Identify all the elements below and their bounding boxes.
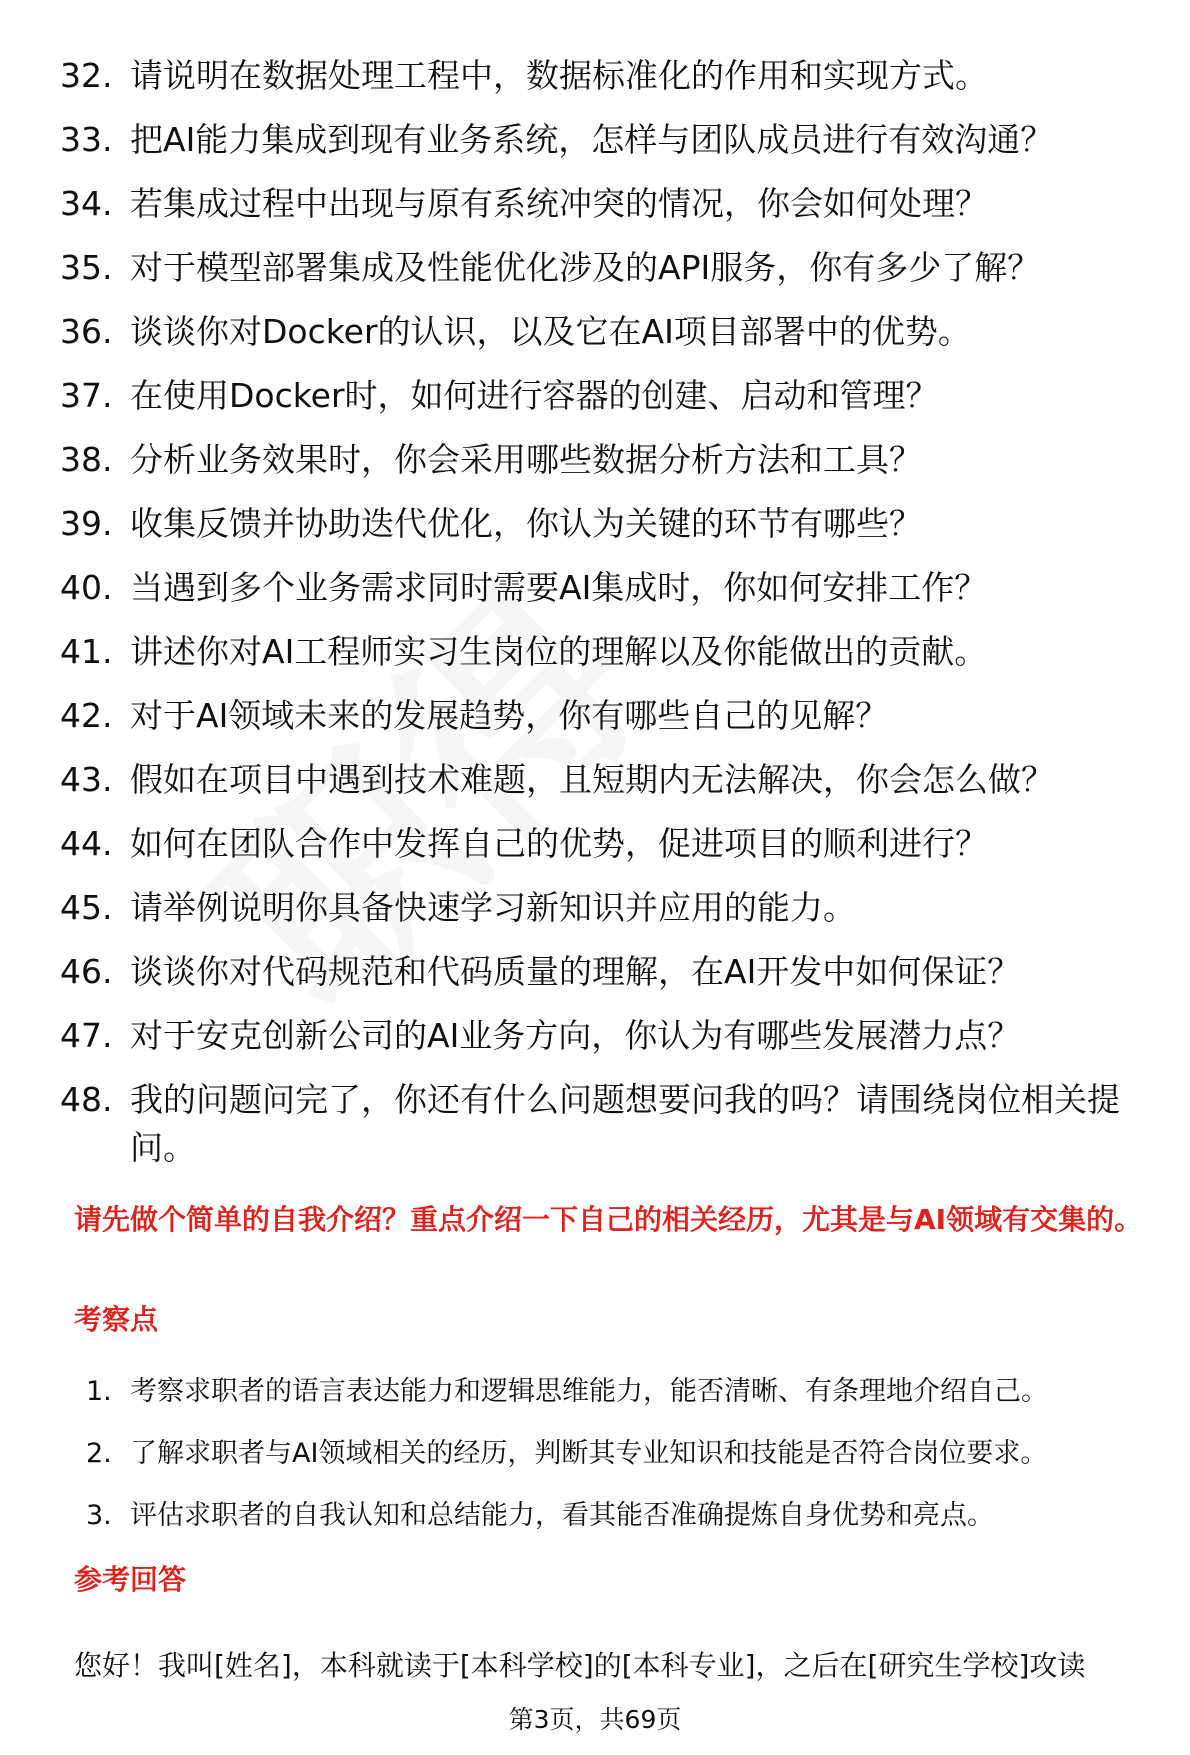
- question-text: 谈谈你对Docker的认识，以及它在AI项目部署中的优势。: [130, 312, 971, 351]
- question-number: 38.: [60, 440, 113, 479]
- check-point-number: 1.: [86, 1376, 112, 1407]
- list-item: [60, 52, 1150, 116]
- check-point-text: 了解求职者与AI领域相关的经历，判断其专业知识和技能是否符合岗位要求。: [130, 1438, 1048, 1469]
- list-item: [60, 564, 1150, 628]
- question-text: 对于AI领域未来的发展趋势，你有哪些自己的见解？: [130, 696, 889, 735]
- list-item: [60, 948, 1150, 1012]
- question-number: 48.: [60, 1080, 113, 1119]
- question-number: 44.: [60, 824, 113, 863]
- question-number: 34.: [60, 184, 113, 223]
- question-text: 对于安克创新公司的AI业务方向，你认为有哪些发展潜力点？: [130, 1016, 1021, 1055]
- check-points-list: [86, 1372, 1166, 1558]
- question-text: 我的问题问完了，你还有什么问题想要问我的吗？请围绕岗位相关提问。: [130, 1080, 1120, 1167]
- question-number: 45.: [60, 888, 113, 927]
- check-point-text: 评估求职者的自我认知和总结能力，看其能否准确提炼自身优势和亮点。: [130, 1500, 994, 1531]
- question-list: [60, 52, 1150, 1186]
- question-text: 分析业务效果时，你会采用哪些数据分析方法和工具？: [130, 440, 922, 479]
- list-item: [60, 372, 1150, 436]
- question-text: 对于模型部署集成及性能优化涉及的API服务，你有多少了解？: [130, 248, 1041, 287]
- question-text: 请说明在数据处理工程中，数据标准化的作用和实现方式。: [130, 56, 988, 95]
- answer-title: 参考回答: [74, 1563, 187, 1596]
- question-number: 35.: [60, 248, 113, 287]
- question-number: 33.: [60, 120, 113, 159]
- question-number: 37.: [60, 376, 113, 415]
- question-number: 47.: [60, 1016, 113, 1055]
- list-item: [60, 116, 1150, 180]
- answer-paragraph: 您好！我叫[姓名]，本科就读于[本科学校]的[本科专业]，之后在[研究生学校]攻读: [74, 1649, 1086, 1682]
- question-text: 讲述你对AI工程师实习生岗位的理解以及你能做出的贡献。: [130, 632, 988, 671]
- check-points-title: 考察点: [74, 1303, 159, 1336]
- list-item: [60, 1012, 1150, 1076]
- list-item: [60, 244, 1150, 308]
- question-number: 41.: [60, 632, 113, 671]
- list-item: [86, 1372, 1166, 1434]
- question-text: 谈谈你对代码规范和代码质量的理解，在AI开发中如何保证？: [130, 952, 1021, 991]
- list-item: [60, 756, 1150, 820]
- list-item: [60, 308, 1150, 372]
- question-number: 40.: [60, 568, 113, 607]
- list-item: [60, 1076, 1150, 1186]
- list-item: [86, 1496, 1166, 1558]
- question-text: 当遇到多个业务需求同时需要AI集成时，你如何安排工作？: [130, 568, 988, 607]
- question-text: 把AI能力集成到现有业务系统，怎样与团队成员进行有效沟通？: [130, 120, 1054, 159]
- question-text: 在使用Docker时，如何进行容器的创建、启动和管理？: [130, 376, 939, 415]
- check-point-number: 2.: [86, 1438, 112, 1469]
- question-text: 若集成过程中出现与原有系统冲突的情况，你会如何处理？: [130, 184, 988, 223]
- question-number: 46.: [60, 952, 113, 991]
- list-item: [60, 436, 1150, 500]
- question-number: 42.: [60, 696, 113, 735]
- list-item: [60, 500, 1150, 564]
- list-item: [60, 820, 1150, 884]
- question-number: 32.: [60, 56, 113, 95]
- question-text: 收集反馈并协助迭代优化，你认为关键的环节有哪些？: [130, 504, 922, 543]
- list-item: [60, 884, 1150, 948]
- page-footer: 第3页，共69页: [508, 1705, 682, 1734]
- question-text: 假如在项目中遇到技术难题，且短期内无法解决，你会怎么做？: [130, 760, 1054, 799]
- question-number: 36.: [60, 312, 113, 351]
- question-number: 39.: [60, 504, 113, 543]
- check-point-text: 考察求职者的语言表达能力和逻辑思维能力，能否清晰、有条理地介绍自己。: [130, 1376, 1048, 1407]
- list-item: [60, 628, 1150, 692]
- list-item: [60, 180, 1150, 244]
- list-item: [60, 692, 1150, 756]
- list-item: [86, 1434, 1166, 1496]
- question-number: 43.: [60, 760, 113, 799]
- section-question-heading: 请先做个简单的自我介绍？重点介绍一下自己的相关经历，尤其是与AI领域有交集的。: [74, 1203, 1143, 1236]
- question-text: 如何在团队合作中发挥自己的优势，促进项目的顺利进行？: [130, 824, 988, 863]
- question-text: 请举例说明你具备快速学习新知识并应用的能力。: [130, 888, 856, 927]
- check-point-number: 3.: [86, 1500, 112, 1531]
